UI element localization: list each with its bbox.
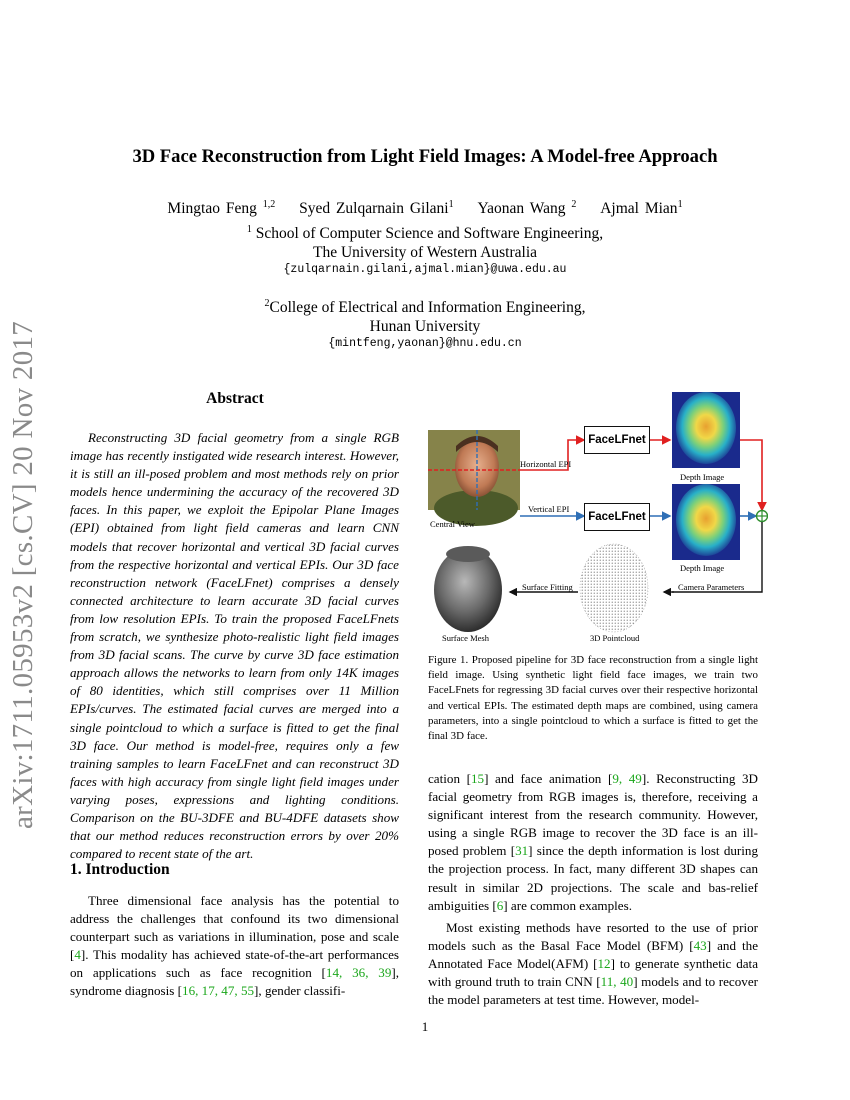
- figure-1-pipeline: [428, 388, 768, 644]
- paper-title: 3D Face Reconstruction from Light Field Images: A Model-free Approach: [132, 146, 718, 167]
- abstract-paragraph: Reconstructing 3D facial geometry from a single RGB image has recently instigated wide research interest. However, it is still an ill-posed problem and most methods rely on prior models hence undermining the accuracy of the recovered 3D faces. In this paper, we exploit the Epipolar Plane Images (EPI) obtained from light field cameras and learn CNN models that recover horizontal and vertical 3D facial curves from the respective horizontal and vertical EPIs. Our 3D face reconstruction network (FaceLFnet) comprises a densely connected architecture to learn accurate 3D facial curves from low resolution EPIs. To train the proposed FaceLFnets from scratch, we synthesize photo-realistic light field images from 3D facial scans. The curve by curve 3D face estimation approach allows the networks to learn from only 14K images of 80 identities, which still comprises over 11 Million EPIs/curves. The estimated facial curves are merged into a single pointcloud to which a surface is fitted to get the final 3D face. Our method is model-free, requires only a few training samples to learn FaceLFnet and can reconstruct 3D faces with high accuracy from single light field images under varying poses, expressions and lighting conditions. Comparison on the BU-3DFE and BU-4DFE datasets show that our method reduces reconstruction errors by over 20% compared to recent state of the art.: [70, 430, 399, 862]
- intro-heading: 1. Introduction: [70, 861, 170, 878]
- abstract-heading: Abstract: [206, 390, 264, 407]
- author-1: Mingtao Feng $^{1,2}$: [167, 199, 276, 218]
- surface-mesh-label: Surface Mesh: [442, 633, 489, 643]
- depth-image-label-1: Depth Image: [680, 472, 725, 482]
- affiliation-1-email: {zulqarnain.gilani,ajmal.mian}@uwa.edu.au: [283, 263, 567, 276]
- citation-link[interactable]: 31: [515, 843, 529, 859]
- depth-image-top: [672, 392, 740, 468]
- intro-body: [70, 892, 399, 1001]
- author-list: [100, 199, 750, 218]
- vertical-epi-label: Vertical EPI: [528, 504, 570, 514]
- figure-1-caption: Figure 1. Proposed pipeline for 3D face reconstruction from a single light field image. Using synthetic light field face images, we train two FaceLFnets for regressing 3D facial curves over their respective horizontal and vertical EPIs. The estimated depth maps are combined, using camera parameters, into a single pointcloud to which a surface is fitted to get the final 3D face.: [428, 654, 758, 743]
- citation-link[interactable]: 14, 36, 39: [325, 965, 392, 981]
- depth-image-bottom: [672, 484, 740, 560]
- abstract-body: [70, 429, 399, 863]
- citation-link[interactable]: 4: [74, 947, 81, 963]
- author-4: Ajmal Mian$^1$: [600, 199, 683, 218]
- surface-mesh-render: [434, 546, 502, 632]
- citation-link[interactable]: 6: [496, 897, 504, 913]
- pointcloud-render: [580, 544, 648, 632]
- citation-link[interactable]: 43: [693, 937, 707, 953]
- citation-link[interactable]: 11, 40: [600, 974, 634, 990]
- affiliation-2-email: {mintfeng,yaonan}@hnu.edu.cn: [328, 337, 522, 350]
- right-paragraph-1: cation [15] and face animation [9, 49]. Reconstructing 3D facial geometry from RGB images is, therefore, receiving a significant interest from the research community. However, using a single RGB image to recover the 3D face is an ill-posed problem [31] since the depth information is lost during the projection process. In fact, many different 3D shapes can result in similar 2D projections. The scale and bas-relief ambiguities [6] are common examples.: [428, 771, 759, 913]
- citation-link[interactable]: 16, 17, 47, 55: [182, 983, 255, 999]
- author-3: Yaonan Wang $^2$: [477, 199, 577, 218]
- central-view-photo: [428, 430, 520, 526]
- facelfnet-horizontal: FaceLFnet: [584, 426, 650, 454]
- citation-link[interactable]: 15: [470, 771, 485, 786]
- central-view-label: Central View: [430, 519, 475, 529]
- combine-plus-icon: [757, 511, 768, 522]
- right-column-body: [428, 770, 758, 1009]
- horizontal-epi-label: Horizontal EPI: [520, 459, 572, 469]
- facelfnet-vertical: FaceLFnet: [584, 503, 650, 531]
- arxiv-stamp: arXiv:1711.05953v2 [cs.CV] 20 Nov 2017: [7, 320, 39, 830]
- intro-paragraph-1: Three dimensional face analysis has the potential to address the challenges that confound its two dimensional counterpart such as variations in illumination, pose and scale [4]. This modality has achieved state-of-the-art performances on applications such as face recognition [14, 36, 39], syndrome diagnosis [16, 17, 47, 55], gender classifi-: [70, 893, 400, 999]
- author-2: Syed Zulqarnain Gilani$^1$: [299, 199, 454, 218]
- page-number: 1: [421, 1019, 429, 1034]
- citation-link[interactable]: 9, 49: [612, 771, 642, 786]
- affiliation-2: $^2$College of Electrical and Information Engineering, Hunan University: [264, 298, 586, 336]
- right-paragraph-2: Most existing methods have resorted to the use of prior models such as the Basal Face Model (BFM) [43] and the Annotated Face Model(AFM) [12] to generate synthetic data with ground truth to train CNN [11, 40] models and to recover the model parameters at test time. However, model-: [428, 919, 759, 1008]
- surface-fitting-label: Surface Fitting: [522, 582, 573, 592]
- camera-parameters-label: Camera Parameters: [678, 582, 745, 592]
- pointcloud-label: 3D Pointcloud: [590, 633, 640, 643]
- affiliation-1: $^1$ School of Computer Science and Software Engineering, The University of Western Australia: [246, 224, 604, 262]
- citation-link[interactable]: 12: [597, 955, 611, 971]
- depth-image-label-2: Depth Image: [680, 563, 725, 573]
